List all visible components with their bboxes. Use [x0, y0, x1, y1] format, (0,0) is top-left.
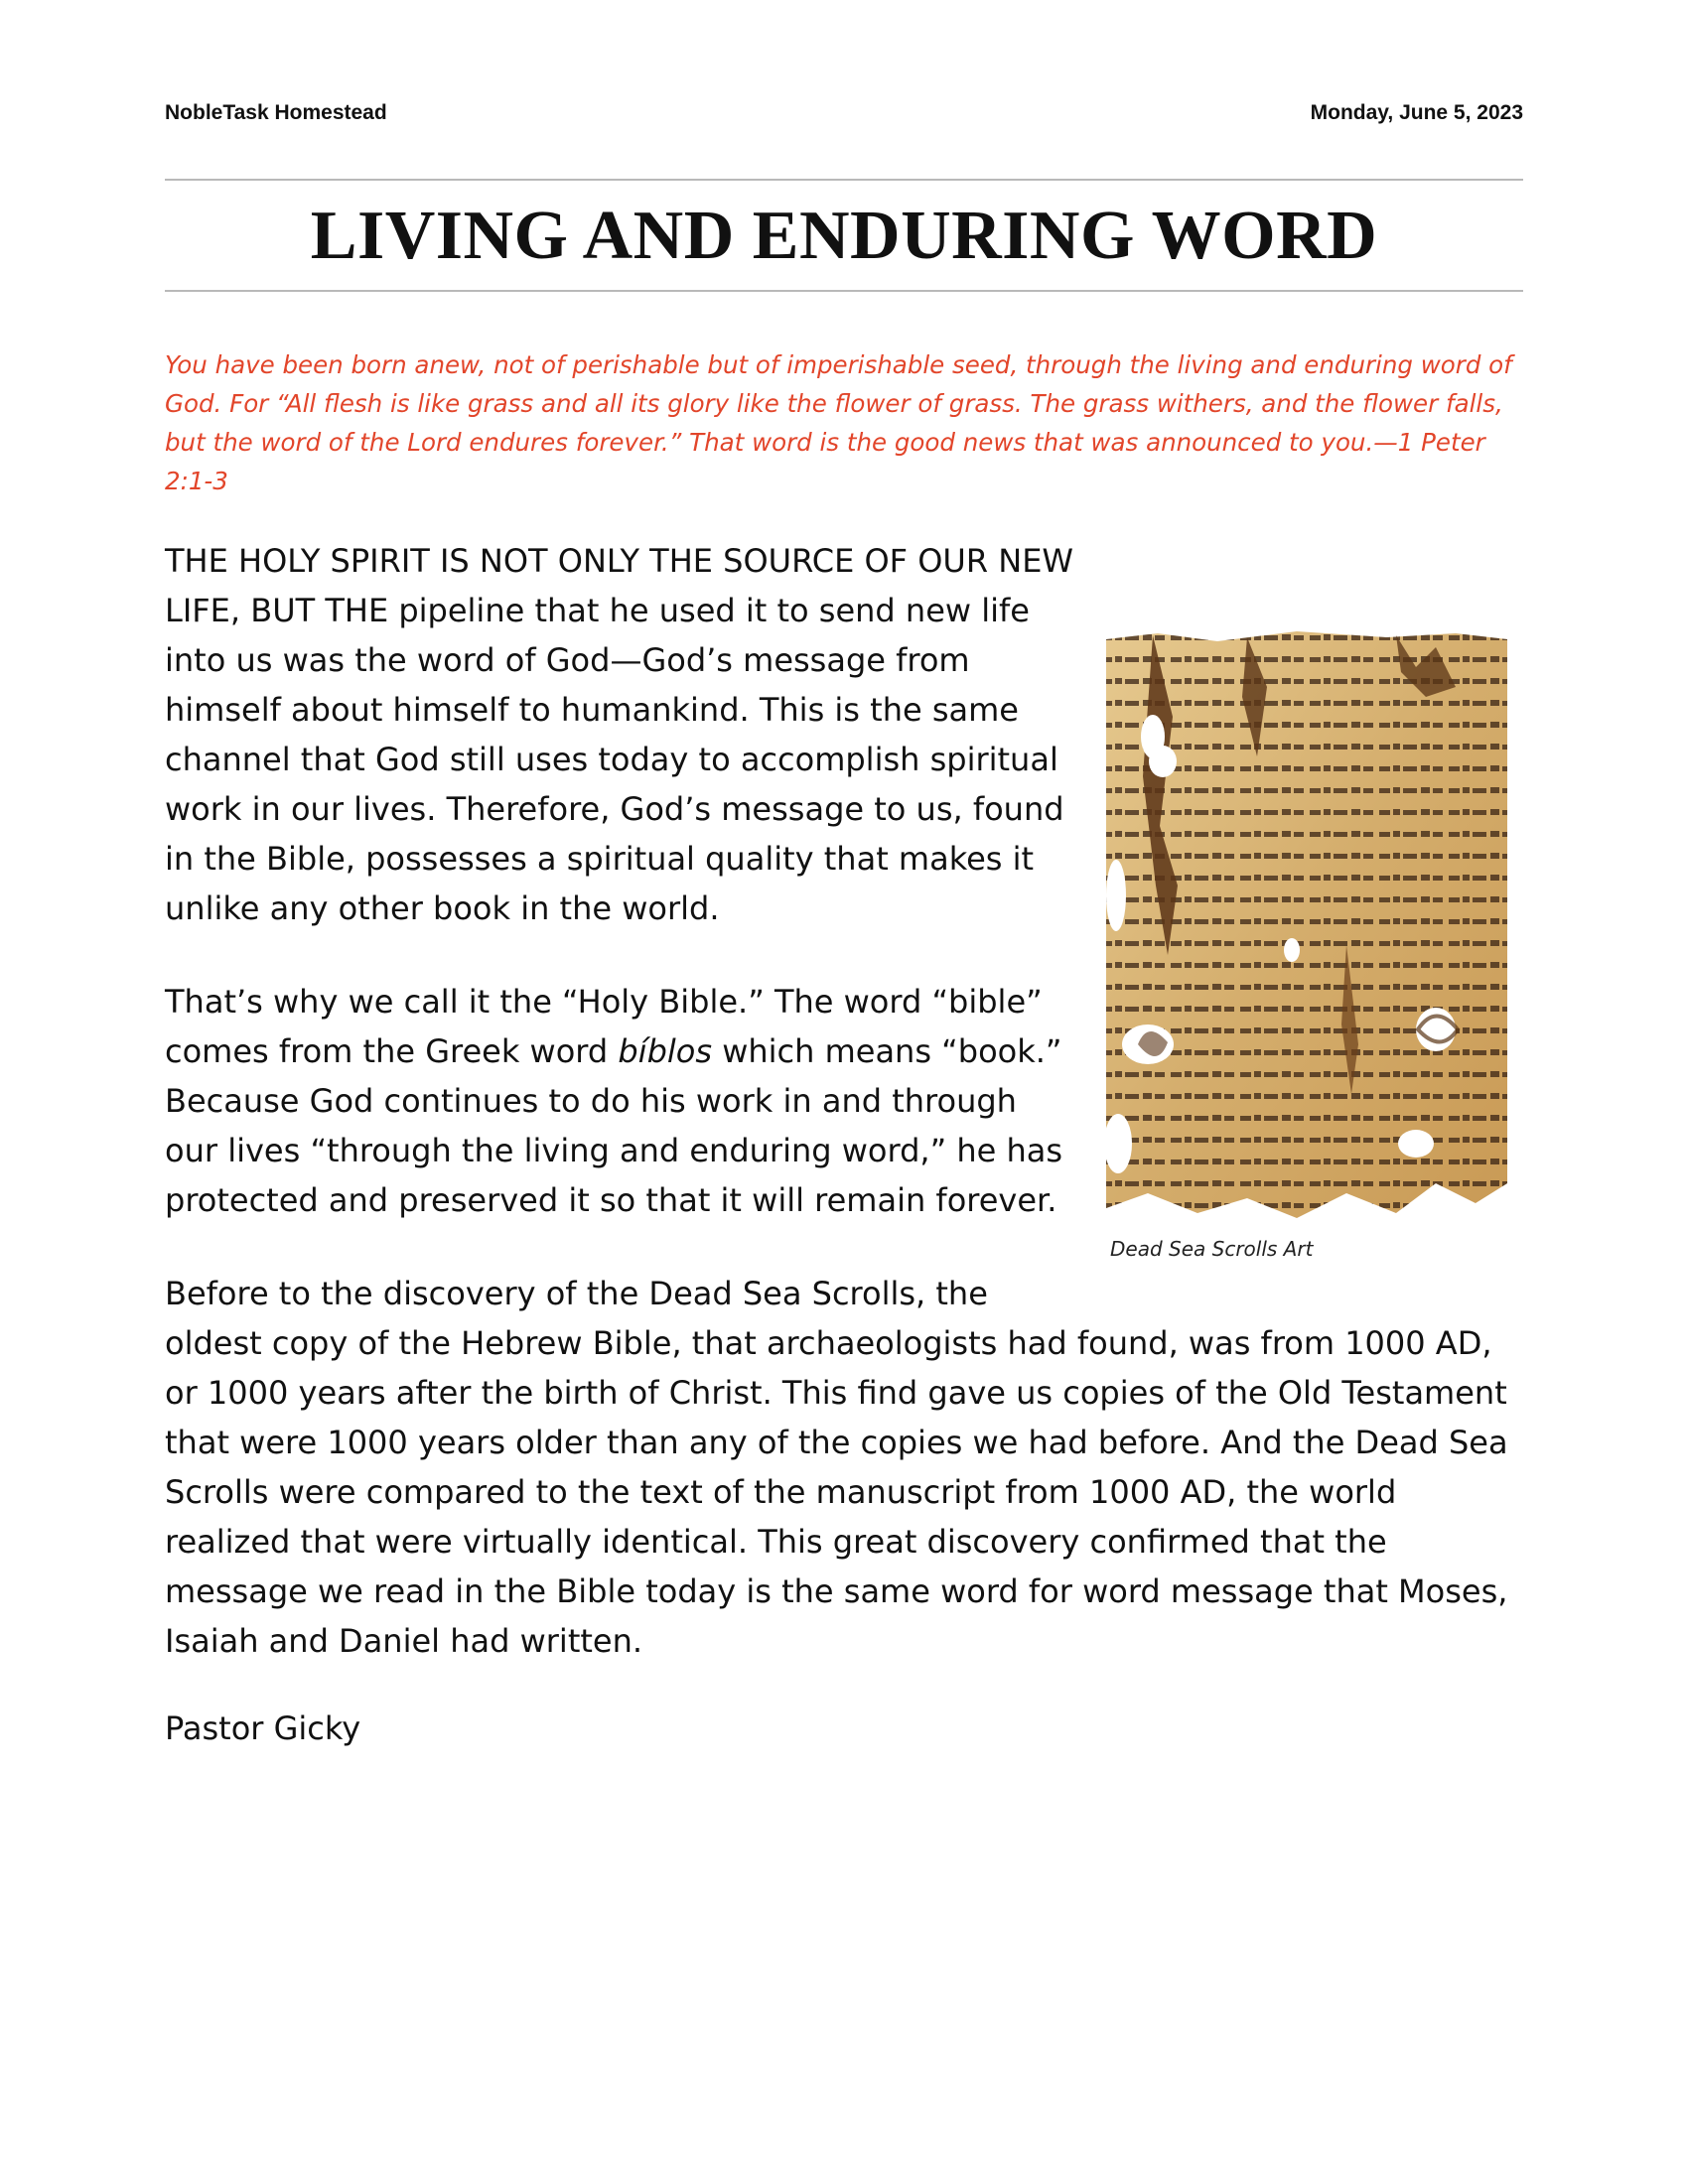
figure [1098, 627, 1525, 1283]
greek-word: bíblos [618, 1032, 713, 1070]
figure-caption: Dead Sea Scrolls Art [1110, 1237, 1314, 1261]
paragraph-1: THE HOLY SPIRIT IS NOT ONLY THE SOURCE OF OUR NEW LIFE, BUT THE pipeline that he used it to send new life into us was the word of God—God’s message from himself about himself to humankind. This is the same channel that God still uses today to accomplish spiritual work in our lives. Therefore, God’s message to us, found in the Bible, possesses a spiritual quality that makes it unlike any other book in the world. [165, 542, 1074, 927]
paragraph-2-text-start: That’s why we call it the “Holy Bible.” The word “bible” comes from the Greek word [165, 983, 1043, 1070]
article-body [165, 536, 1525, 1753]
bottom-divider [165, 290, 1523, 292]
paragraph-2-text-end: which means “book.” Because God continues to do his work in and through our lives “through the living and enduring word,” he has protected and preserved it so that it will remain forever. [165, 1032, 1063, 1219]
publication-date: Monday, June 5, 2023 [1310, 101, 1523, 124]
page-title: LIVING AND ENDURING WORD [310, 198, 1378, 274]
dead-sea-scrolls-image [1098, 627, 1507, 1223]
paragraph-3: Before to the discovery of the Dead Sea Scrolls, the oldest copy of the Hebrew Bible, that archaeologists had found, was from 1000 AD, or 1000 years after the birth of Christ. This find gave us copies of the Old Testament that were 1000 years older than any of the copies we had before. And the Dead Sea Scrolls were compared to the text of the manuscript from 1000 AD, the world realized that were virtually identical. This great discovery confirmed that the message we read in the Bible today is the same word for word message that Moses, Isaiah and Daniel had written. [165, 1275, 1508, 1660]
scripture-quote: You have been born anew, not of perishable but of imperishable seed, through the living and enduring word of God. For “All flesh is like grass and all its glory like the flower of grass. The grass withers, and the flower falls, but the word of the Lord endures forever.” That word is the good news that was announced to you.—1 Peter 2:1-3 [165, 350, 1512, 495]
top-divider [165, 179, 1523, 181]
organization-name: NobleTask Homestead [165, 101, 387, 124]
signature: Pastor Gicky [165, 1709, 361, 1747]
